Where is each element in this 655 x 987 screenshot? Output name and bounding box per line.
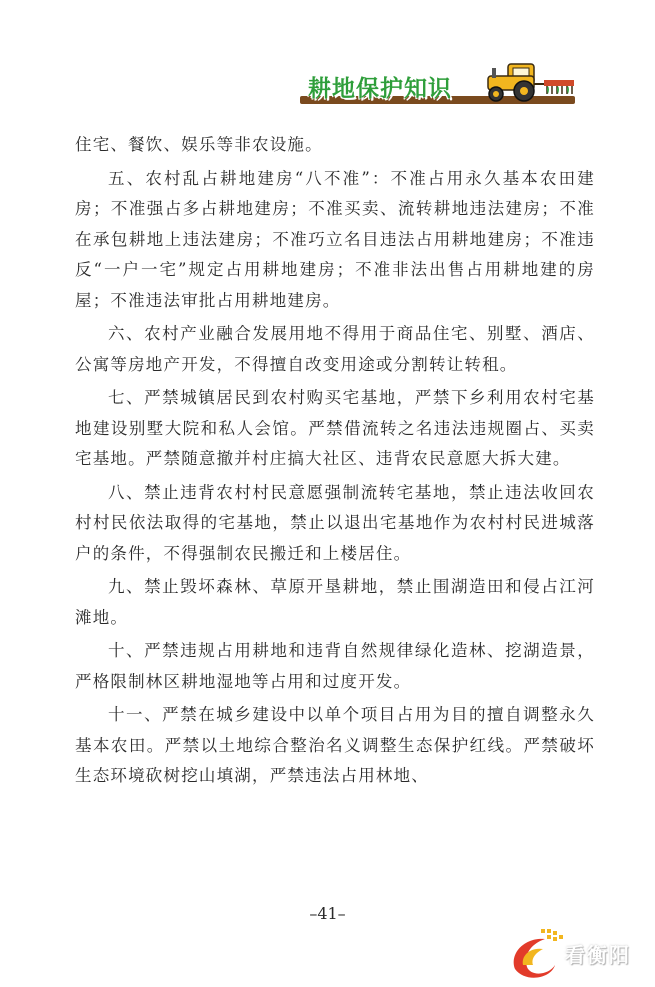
paragraph-continuation: 住宅、餐饮、娱乐等非农设施。 xyxy=(75,135,323,154)
tractor-icon xyxy=(478,58,578,104)
paragraph-item-7: 七、严禁城镇居民到农村购买宅基地，严禁下乡利用农村宅基地建设别墅大院和私人会馆。严禁借流转之名违法违规圈占、买卖宅基地。严禁随意撤并村庄搞大社区、违背农民意愿大拆大建。 xyxy=(75,388,595,468)
body-text xyxy=(75,130,595,792)
paragraph-item-5: 五、农村乱占耕地建房“八不准”：不准占用永久基本农田建房；不准强占多占耕地建房；不准买卖、流转耕地违法建房；不准在承包耕地上违法建房；不准巧立名目违法占用耕地建房；不准违反“一户一宅”规定占用耕地建房；不准非法出售占用耕地建的房屋；不准违法审批占用耕地建房。 xyxy=(75,168,595,310)
paragraph-item-9: 九、禁止毁坏森林、草原开垦耕地，禁止围湖造田和侵占江河滩地。 xyxy=(75,577,595,627)
page-number: –41– xyxy=(309,904,346,923)
watermark-swirl-icon xyxy=(505,925,567,983)
header-title: 耕地保护知识 xyxy=(308,76,452,102)
paragraph-item-6: 六、农村产业融合发展用地不得用于商品住宅、别墅、酒店、公寓等房地产开发，不得擅自改变用途或分割转让转租。 xyxy=(75,324,595,374)
watermark-logo xyxy=(505,925,655,983)
page-header xyxy=(300,58,590,114)
paragraph-item-10: 十、严禁违规占用耕地和违背自然规律绿化造林、挖湖造景，严格限制林区耕地湿地等占用和过度开发。 xyxy=(75,641,595,691)
paragraph-item-11: 十一、严禁在城乡建设中以单个项目占用为目的擅自调整永久基本农田。严禁以土地综合整治名义调整生态保护红线。严禁破坏生态环境砍树挖山填湖，严禁违法占用林地、 xyxy=(75,705,595,785)
watermark-text: 看衡阳 xyxy=(565,943,631,967)
paragraph-item-8: 八、禁止违背农村村民意愿强制流转宅基地，禁止违法收回农村村民依法取得的宅基地，禁止以退出宅基地作为农村村民进城落户的条件，不得强制农民搬迁和上楼居住。 xyxy=(75,482,595,563)
